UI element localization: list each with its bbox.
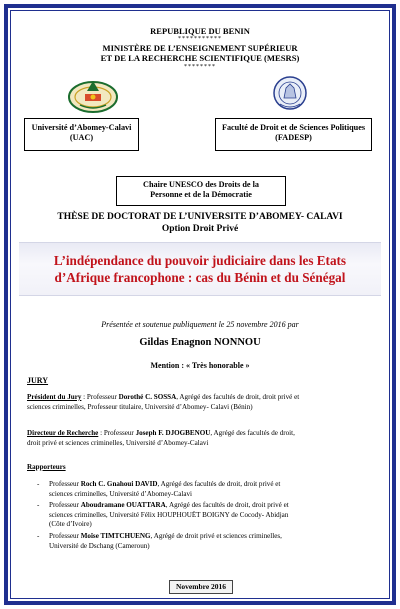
president-title: , Agrégé des facultés de droit, droit privé et [176,393,300,401]
list-dash: - [37,532,40,540]
republic-heading: REPUBLIQUE DU BENIN [150,26,250,36]
rapporteur-1-title: , Agrégé des facultés de droit, droit privé et [157,480,281,488]
uac-name: Université d’Abomey-Calavi [31,123,132,132]
rapporteur-1-pre: Professeur [49,480,81,488]
rapporteur-2-name: Aboudramane OUATTARA [80,501,166,509]
ministry-line-2: ET DE LA RECHERCHE SCIENTIFIQUE (MESRS) [100,53,300,63]
presentation-note: Présentée et soutenue publiquement le 25 novembre 2016 par [101,320,299,329]
president-label: Président du Jury [27,393,82,401]
president-entry [27,393,377,412]
director-details: droit privé et sciences criminelles, Université d’Abomey-Calavi [27,438,209,447]
author-name: Gildas Enagnon NONNOU [139,337,261,348]
fadesp-institution-box [215,118,372,151]
rapporteur-2 [49,501,379,530]
director-pre: : Professeur [98,429,136,437]
rapporteur-3-details: Université de Dschang (Cameroun) [49,541,150,550]
thesis-type-heading: THÈSE DE DOCTORAT DE L’UNIVERSITE D’ABOMEY- CALAVI [57,212,343,222]
chair-line-1: Chaire UNESCO des Droits de la [143,180,259,189]
rapporteur-2-details: sciences criminelles, Université Félix HOUPHOUËT BOIGNY de Cocody- Abidjan [49,510,289,519]
rapporteur-2-title: , Agrégé des facultés de droit, droit privé et [165,501,289,509]
stars-divider: ******** [184,64,216,70]
chair-line-2: Personne et de la Démocratie [150,190,252,199]
rapporteur-2-pre: Professeur [49,501,81,509]
thesis-option: Option Droit Privé [161,224,239,234]
rapporteur-2-country: (Côte d’Ivoire) [49,520,92,529]
mention: Mention : « Très honorable » [150,361,250,370]
president-name: Dorothé C. SOSSA [118,393,177,401]
director-entry [27,429,377,448]
fadesp-acronym: (FADESP) [275,133,312,142]
thesis-title-line-2: d’Afrique francophone : cas du Bénin et du Sénégal [54,269,346,285]
director-label: Directeur de Recherche [27,429,99,437]
rapporteurs-heading: Rapporteurs [27,463,66,471]
ministry-line-1: MINISTÈRE DE L’ENSEIGNEMENT SUPÉRIEUR [102,43,298,53]
uac-logo-icon [66,75,120,115]
thesis-title-line-1: L’indépendance du pouvoir judiciaire dans les Etats [53,253,347,268]
fadesp-name: Faculté de Droit et de Sciences Politiques [221,123,366,132]
rapporteur-1 [49,480,379,499]
rapporteur-3 [49,532,379,551]
president-details: sciences criminelles, Professeur titulaire, Université d’Abomey- Calavi (Bénin) [27,402,253,411]
director-name: Joseph F. DJOGBENOU [135,429,211,437]
fadesp-logo-icon [272,74,308,114]
date-badge: Novembre 2016 [169,580,233,594]
rapporteur-3-title: , Agrégé de droit privé et sciences criminelles, [150,532,282,540]
rapporteur-3-pre: Professeur [49,532,81,540]
stars-divider: *********** [178,36,222,42]
rapporteur-1-details: sciences criminelles, Université d’Abomey-Calavi [49,489,193,498]
president-pre: : Professeur [81,393,119,401]
jury-heading: JURY [27,376,49,385]
rapporteur-1-name: Roch C. Gnahoui DAVID [80,480,158,488]
list-dash: - [37,501,40,509]
uac-institution-box [24,118,139,151]
list-dash: - [37,480,40,488]
uac-acronym: (UAC) [69,133,94,142]
thesis-title-band [19,242,381,296]
rapporteur-3-name: Moïse TIMTCHUENG [80,532,151,540]
unesco-chair-box [116,176,286,206]
director-title: , Agrégé des facultés de droit, [210,429,295,437]
